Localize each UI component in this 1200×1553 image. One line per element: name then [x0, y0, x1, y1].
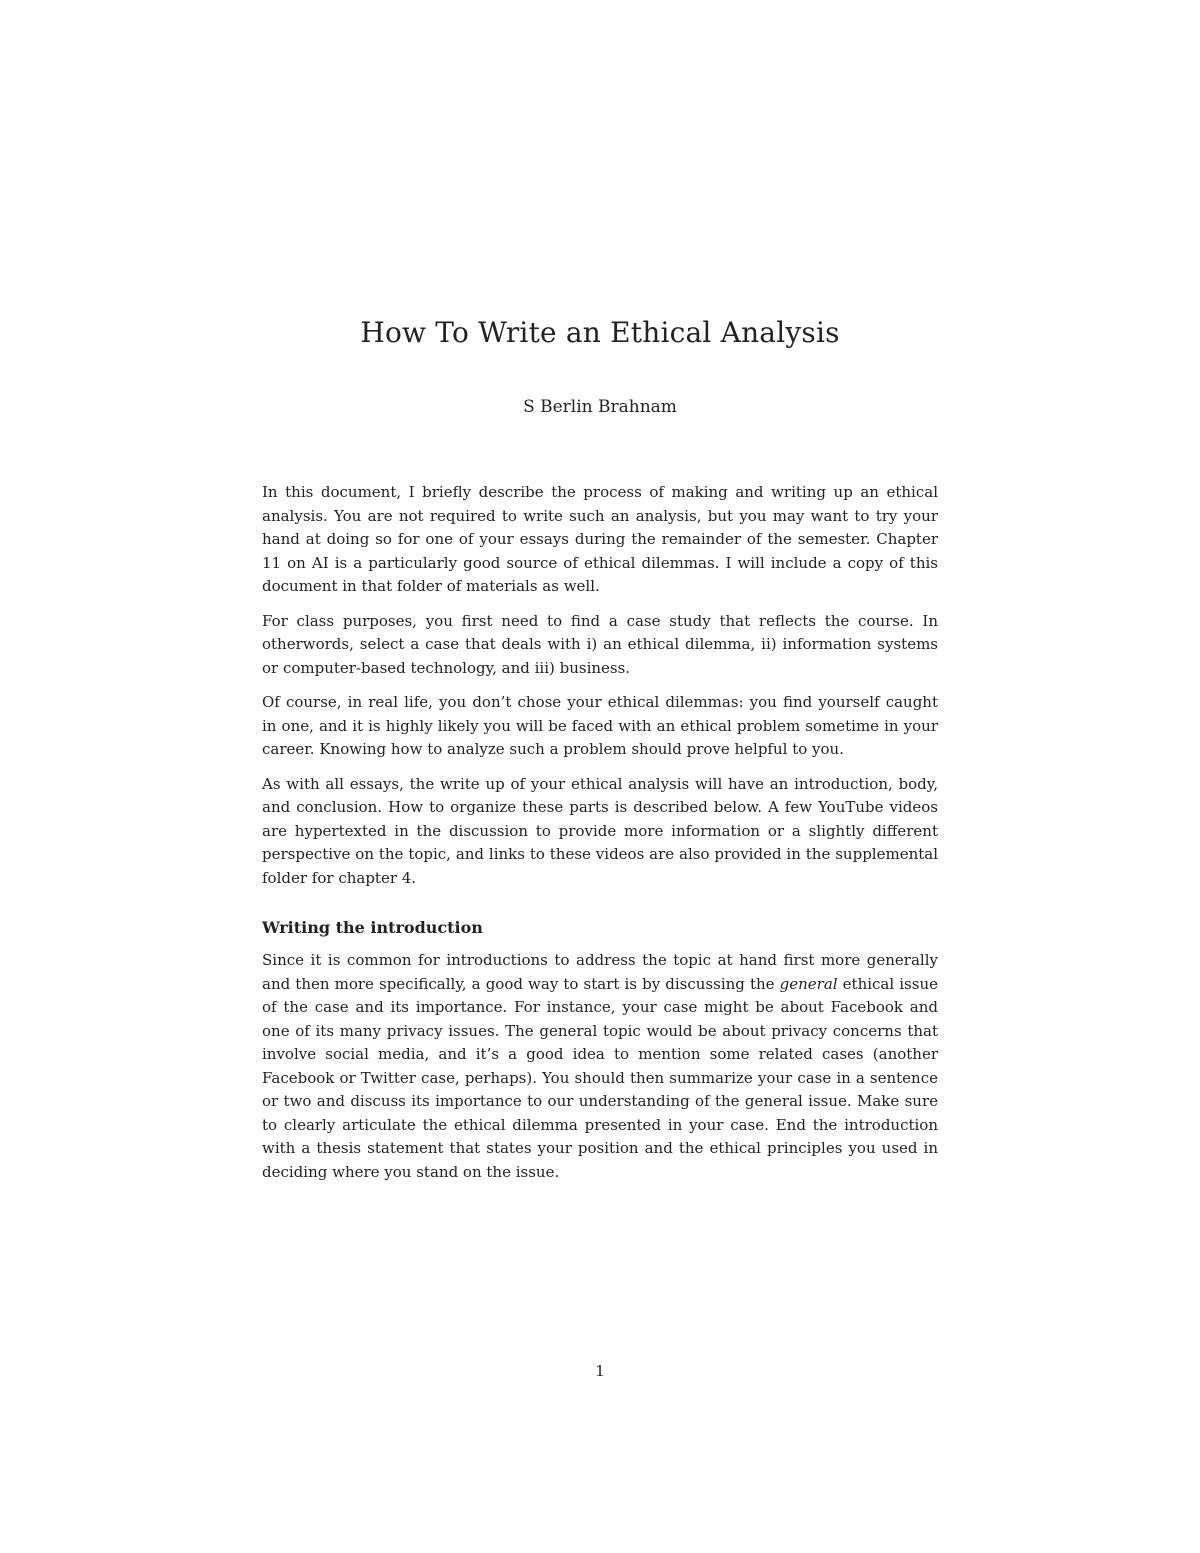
intro-text-emphasis: general — [779, 974, 838, 993]
paragraph-3: Of course, in real life, you don’t chose your ethical dilemmas: you find yourself caught in one, and it is highly likely you will be faced with an ethical problem sometime in your career. Knowing how to analyze such a problem should prove helpful to you. — [262, 693, 938, 758]
section-heading-introduction: Writing the introduction — [262, 918, 483, 937]
document-author: S Berlin Brahnam — [523, 397, 677, 417]
page-number: 1 — [595, 1362, 605, 1380]
paragraph-4: As with all essays, the write up of your ethical analysis will have an introduction, body, and conclusion. How to organize these parts is described below. A few YouTube videos are hypertexted in the discussion to provide more information or a slightly different perspective on the topic, and links to these videos are also provided in the supplemental folder for chapter 4. — [262, 774, 938, 887]
section-paragraph-introduction — [262, 949, 938, 1184]
paragraph-2: For class purposes, you first need to find a case study that reflects the course. In otherwords, select a case that deals with i) an ethical dilemma, ii) information systems or computer-based technology, and iii) business. — [262, 611, 938, 677]
paragraph-1: In this document, I briefly describe the process of making and writing up an ethical analysis. You are not required to write such an analysis, but you may want to try your hand at doing so for one of your essays during the remainder of the semester. Chapter 11 on AI is a particularly good source of ethical dilemmas. I will include a copy of this document in that folder of materials as well. — [262, 483, 938, 595]
intro-text-before: Since it is common for introductions to address the topic at hand first more generally and then more specifically, a good way to start is by discussing the — [262, 951, 938, 993]
document-title: How To Write an Ethical Analysis — [360, 316, 840, 349]
intro-text-after: ethical issue of the case and its importance. For instance, your case might be about Facebook and one of its many privacy issues. The general topic would be about privacy concerns that involve social media, and it’s a good idea to mention some related cases (another Facebook or Twitter case, perhaps). You should then summarize your case in a sentence or two and discuss its importance to our understanding of the general issue. Make sure to clearly articulate the ethical dilemma presented in your case. End the introduction with a thesis statement that states your position and the ethical principles you used in deciding where you stand on the issue. — [262, 974, 938, 1181]
document-body — [262, 481, 938, 1195]
